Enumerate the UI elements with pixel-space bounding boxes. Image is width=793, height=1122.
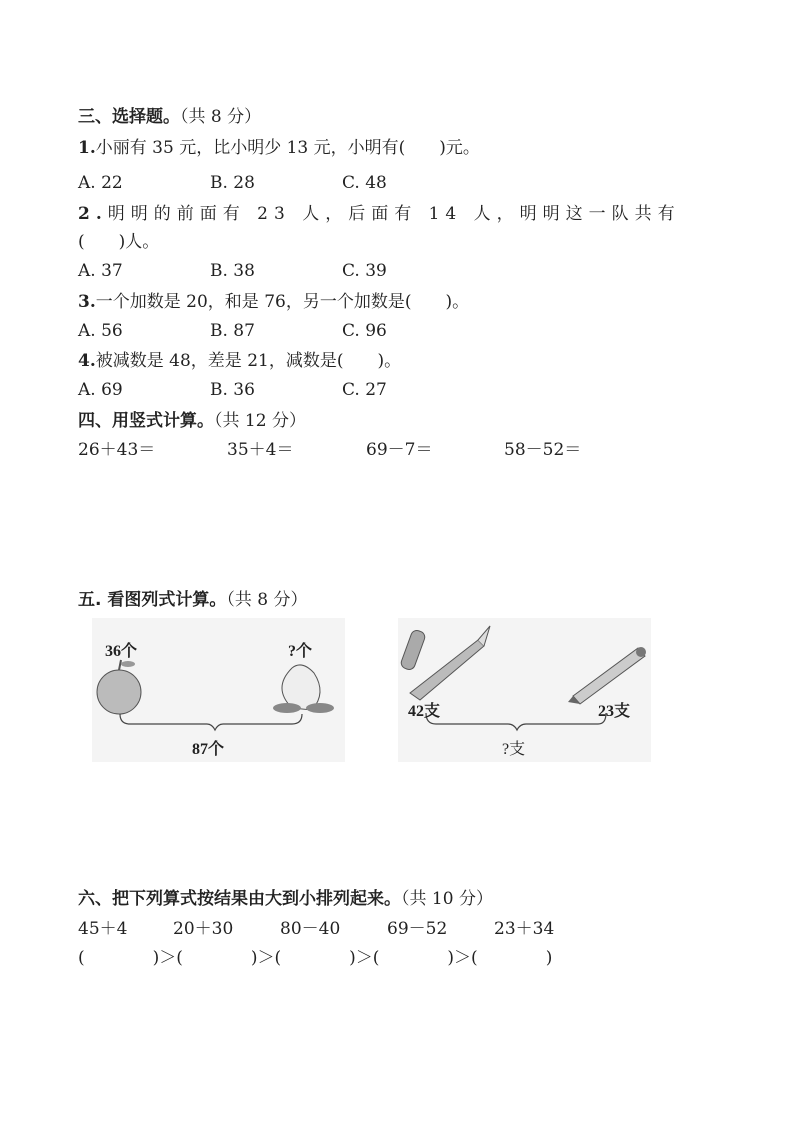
answer-blanks: ( )＞( )＞( )＞( )＞( ) (78, 948, 553, 968)
question-text: 被减数是 48，差是 21，减数是( )。 (95, 351, 402, 371)
option-b: B. 36 (210, 380, 255, 400)
calc-problem: 69－7＝ (366, 440, 433, 460)
section-title: 三、选择题。 (78, 107, 180, 127)
expression: 45＋4 (78, 919, 128, 939)
question-text: 小丽有 35 元，比小明少 13 元，小明有( )元。 (95, 138, 480, 158)
pen-figure (398, 618, 651, 762)
pencil-icon (568, 647, 646, 704)
question-number: 4. (78, 351, 96, 371)
section-title: 五. 看图列式计算。 (78, 590, 227, 610)
question-number: 1. (78, 138, 96, 158)
total-label: 87个 (192, 741, 225, 758)
calc-problem: 58－52＝ (504, 440, 582, 460)
section-points: （共 10 分） (401, 889, 493, 909)
section-title: 四、用竖式计算。 (78, 411, 214, 431)
option-b: B. 38 (210, 261, 255, 281)
option-a: A. 56 (78, 321, 123, 341)
question-number: 3. (78, 292, 96, 312)
question-4 (78, 351, 401, 371)
expression: 69－52 (387, 919, 448, 939)
peach-icon (273, 665, 334, 713)
peach-count-label: ?个 (288, 643, 313, 660)
question-2 (78, 204, 681, 224)
question-text: 明明的前面有 23 人，后面有 14 人，明明这一队共有 (107, 204, 681, 224)
section5-heading (78, 590, 308, 610)
apple-icon (97, 660, 141, 714)
section3-heading (78, 107, 261, 127)
expression: 23＋34 (494, 919, 555, 939)
calc-problem: 35＋4＝ (227, 440, 294, 460)
expression: 80－40 (280, 919, 341, 939)
option-b: B. 87 (210, 321, 255, 341)
option-c: C. 39 (342, 261, 387, 281)
question-text-continued: ( )人。 (78, 232, 160, 252)
section6-heading (78, 889, 493, 909)
option-c: C. 96 (342, 321, 387, 341)
question-1 (78, 138, 480, 158)
question-3 (78, 292, 469, 312)
option-b: B. 28 (210, 173, 255, 193)
option-a: A. 69 (78, 380, 123, 400)
option-a: A. 22 (78, 173, 123, 193)
fountain-pen-icon (400, 626, 490, 700)
apple-count-label: 36个 (105, 643, 138, 660)
section-points: （共 8 分） (180, 107, 262, 127)
question-text: 一个加数是 20，和是 76，另一个加数是( )。 (95, 292, 470, 312)
section-points: （共 12 分） (214, 411, 306, 431)
section-title: 六、把下列算式按结果由大到小排列起来。 (78, 889, 401, 909)
pen-count-label: 42支 (408, 703, 441, 720)
pencil-count-label: 23支 (598, 703, 631, 720)
expression: 20＋30 (173, 919, 234, 939)
section-points: （共 8 分） (226, 590, 308, 610)
option-a: A. 37 (78, 261, 123, 281)
section4-heading (78, 411, 306, 431)
fruit-figure (92, 618, 345, 762)
brace-icon (120, 714, 302, 730)
total-label: ?支 (502, 741, 526, 758)
option-c: C. 48 (342, 173, 387, 193)
calc-problem: 26＋43＝ (78, 440, 156, 460)
brace-icon (426, 713, 606, 730)
question-number: 2. (78, 204, 108, 224)
option-c: C. 27 (342, 380, 387, 400)
